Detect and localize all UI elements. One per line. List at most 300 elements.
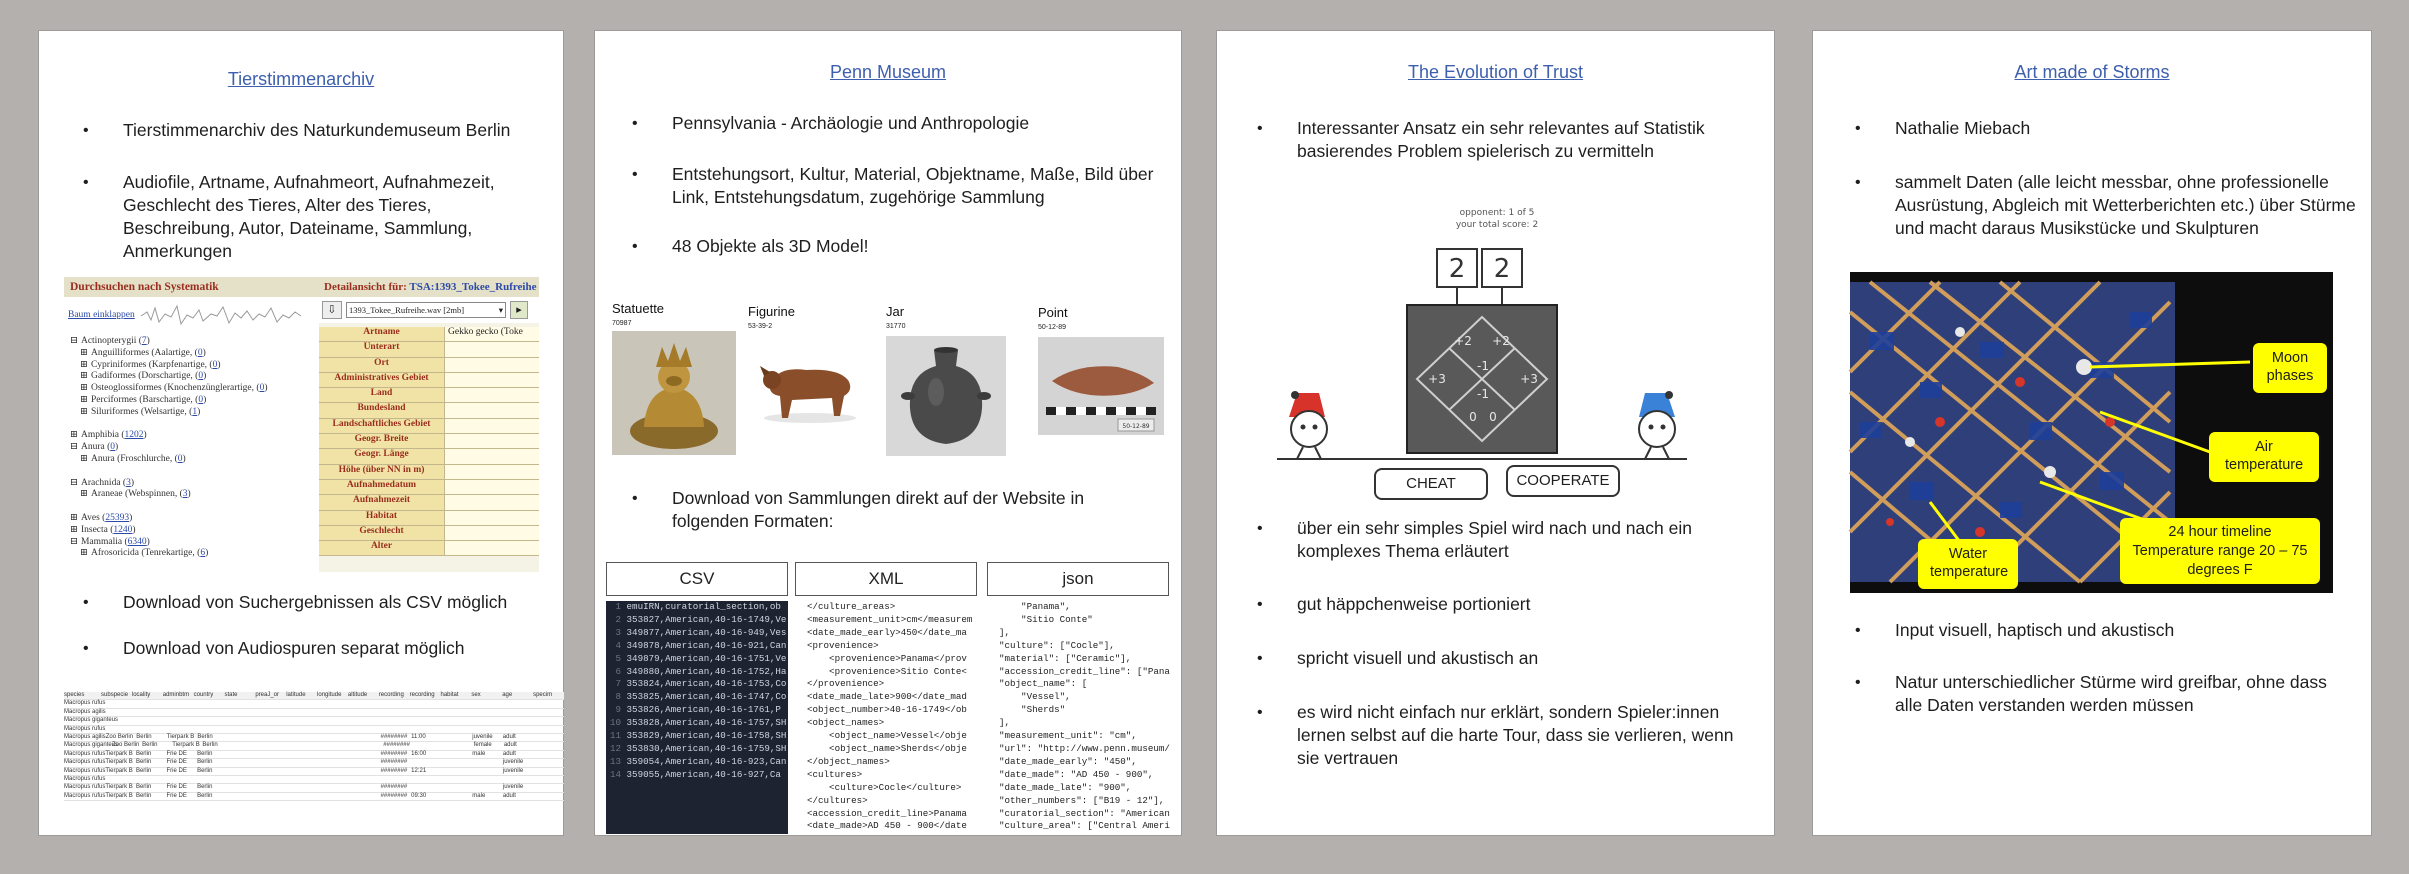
paren: (	[192, 394, 199, 405]
tree-toggle-icon[interactable]: ⊞	[80, 394, 88, 405]
paren: )	[264, 383, 268, 394]
bullet-dot-icon: •	[1257, 120, 1263, 137]
detail-field-value	[445, 526, 539, 540]
code-line	[606, 691, 788, 704]
spreadsheet-cell	[112, 717, 142, 724]
tree-node	[70, 500, 322, 512]
spreadsheet-cell	[533, 700, 564, 707]
file-select[interactable]	[346, 302, 506, 318]
spreadsheet-cell	[319, 759, 350, 766]
spreadsheet-cell: juvenile	[472, 733, 493, 740]
code-line	[987, 769, 1169, 782]
tree-node-count[interactable]: 3	[126, 477, 131, 488]
paren: )	[217, 359, 221, 370]
file-select-value: 1393_Tokee_Rufreihe.wav [2mb]	[349, 305, 465, 315]
file-toolbar	[319, 297, 539, 323]
spreadsheet-cell	[319, 776, 350, 783]
bullet-text: Input visuell, haptisch und akustisch	[1895, 620, 2175, 640]
bullet-text: über ein sehr simples Spiel wird nach und nach ein komplexes Thema erläutert	[1297, 518, 1692, 561]
spreadsheet-cell: Berlin	[197, 750, 213, 757]
point-image	[1038, 337, 1164, 435]
bullet-dot-icon: •	[1855, 120, 1861, 137]
slide-title[interactable]: Penn Museum	[829, 62, 947, 82]
bullet-dot-icon: •	[83, 174, 89, 191]
spreadsheet-cell	[442, 734, 473, 741]
spreadsheet-cell	[233, 717, 263, 724]
spreadsheet-cell: Zoo Berlin	[112, 742, 140, 749]
matrix-cell: +2	[1492, 334, 1510, 348]
cheat-button[interactable]: CHEAT	[1374, 468, 1488, 500]
detail-field-row	[319, 388, 539, 403]
spreadsheet-cell	[533, 751, 564, 758]
paren: )	[187, 489, 191, 500]
code-text: "accession_credit_line": ["Pana	[999, 665, 1170, 677]
callout-timeline: 24 hour timeline Temperature range 20 – 75 degrees F	[2120, 518, 2320, 584]
spreadsheet-cell: Frie DE	[166, 759, 187, 766]
spreadsheet-cell	[504, 717, 534, 724]
detail-field-label: Landschaftliches Gebiet	[319, 419, 445, 433]
paren: (	[207, 359, 213, 370]
spreadsheet-cell: Macropus giganteus	[64, 717, 119, 724]
tree-toggle-icon[interactable]: ⊞	[70, 524, 78, 535]
tree-node-label: Gadiformes (Dorschartige,	[90, 371, 193, 382]
paren: (	[194, 548, 201, 559]
tree-node-label: Insecta	[80, 524, 108, 535]
matrix-cell: -1	[1477, 387, 1489, 401]
detail-field-label: Geogr. Breite	[319, 434, 445, 448]
code-line	[795, 627, 977, 640]
code-text: "measurement_unit": "cm",	[999, 730, 1137, 742]
play-icon[interactable]: ▸	[510, 301, 528, 319]
paren: (	[192, 347, 198, 358]
bullet-text: Pennsylvania - Archäologie und Anthropologie	[672, 113, 1030, 133]
spreadsheet-cell: Zoo Berlin	[105, 733, 134, 740]
slide-title[interactable]: Tierstimmenarchiv	[227, 69, 375, 89]
tree-node-count[interactable]: 3	[182, 489, 188, 500]
tree-node-count[interactable]: 0	[177, 453, 183, 464]
bullet-text: sammelt Daten (alle leicht messbar, ohne professionelle Ausrüstung, Abgleich mit Wetterberichten etc.) über Stürme und macht daraus Musikstücke und Skulpturen	[1895, 172, 2356, 238]
code-line	[795, 678, 977, 691]
spreadsheet-cell: ########	[380, 750, 408, 757]
bullet-text: Entstehungsort, Kultur, Material, Objektname, Maße, Bild über Link, Entstehungsdatum, zugehörige Sammlung	[672, 164, 1154, 207]
paren: )	[146, 536, 150, 547]
xml-preview	[795, 601, 977, 834]
spreadsheet-cell	[228, 734, 259, 741]
spreadsheet-cell: Macropus rufus	[64, 700, 106, 707]
spreadsheet-cell	[350, 734, 381, 741]
bullet-text: Download von Suchergebnissen als CSV möglich	[123, 592, 508, 612]
spreadsheet-cell	[442, 793, 473, 800]
spreadsheet-cell	[533, 734, 564, 741]
code-text: <date_made_early>450</date_ma	[807, 626, 967, 638]
code-text: 359054,American,40-16-923,Can	[626, 755, 787, 767]
detail-field-value	[445, 388, 539, 402]
code-line	[606, 601, 788, 614]
code-line	[606, 666, 788, 679]
code-text: "date_made_late": "900",	[999, 781, 1132, 793]
spreadsheet-cell	[319, 793, 350, 800]
detail-field-value	[445, 403, 539, 417]
spreadsheet-row	[64, 793, 564, 801]
code-text: <date_made_late>900</date_mad	[807, 691, 967, 703]
code-text: </object_names>	[807, 755, 890, 767]
tree-node-count[interactable]: 0	[198, 371, 204, 382]
tree-node-label: Afrosoricida (Tenrekartige,	[90, 548, 195, 559]
spreadsheet-cell	[533, 759, 564, 766]
spreadsheet-cell: Berlin	[197, 767, 213, 774]
bullet-text: Audiofile, Artname, Aufnahmeort, Aufnahmezeit, Geschlecht des Tieres, Alter des Tieres, Beschreibung, Autor, Dateiname, Sammlung, Anmerkungen	[123, 172, 495, 261]
tree-node[interactable]	[70, 453, 322, 465]
spreadsheet-cell	[350, 759, 381, 766]
download-icon[interactable]: ⇩	[322, 301, 342, 319]
tree-toggle-icon[interactable]: ⊞	[80, 359, 88, 370]
code-line	[606, 769, 788, 782]
spreadsheet-cell	[258, 751, 289, 758]
bullet-dot-icon: •	[1257, 650, 1263, 667]
code-line	[987, 691, 1169, 704]
detail-field-row	[319, 327, 539, 342]
systematik-header: Durchsuchen nach Systematik	[64, 277, 328, 297]
code-line	[795, 614, 977, 627]
tree-node-count[interactable]: 0	[198, 394, 204, 405]
tree-node[interactable]	[70, 512, 322, 524]
spreadsheet-cell	[411, 759, 442, 766]
tree-node-count[interactable]: 1	[192, 406, 198, 417]
code-text: <object_name>Vessel</obje	[807, 730, 967, 742]
tree-toggle-icon[interactable]: ⊞	[80, 489, 88, 500]
code-line	[606, 756, 788, 769]
tree-node[interactable]	[70, 335, 322, 347]
object-label: Statuette	[612, 301, 665, 316]
tree-node-count[interactable]: 25393	[105, 512, 130, 523]
code-text: "Sherds"	[999, 704, 1066, 716]
tree-node[interactable]	[70, 370, 322, 382]
tree-node-label: Cypriniformes (Karpfenartige,	[90, 359, 208, 370]
tree-node-label: Araneae (Webspinnen,	[90, 489, 178, 500]
code-line	[987, 640, 1169, 653]
tree-node[interactable]	[70, 359, 322, 371]
tree-toggle-icon[interactable]: ⊟	[70, 442, 78, 453]
spreadsheet-cell: 09:30	[411, 792, 427, 799]
spreadsheet-cell	[353, 742, 383, 749]
spreadsheet-cell	[533, 776, 564, 783]
spreadsheet-cell: Berlin	[197, 759, 213, 766]
spreadsheet-cell	[258, 726, 289, 733]
spreadsheet-cell	[533, 768, 564, 775]
spreadsheet-cell	[442, 751, 473, 758]
line-number: 2	[610, 613, 627, 625]
bullet-text: gut häppchenweise portioniert	[1297, 594, 1531, 614]
code-line	[606, 730, 788, 743]
spreadsheet-cell: Frie DE	[166, 792, 187, 799]
code-text: 353829,American,40-16-1758,SH	[626, 730, 787, 742]
chevron-down-icon: ▾	[498, 305, 503, 315]
tree-node-label: Anura (Froschlurche,	[90, 453, 173, 464]
spreadsheet-cell: ########	[383, 742, 410, 749]
detail-field-value	[445, 358, 539, 372]
tree-node[interactable]	[70, 394, 322, 406]
tree-node[interactable]	[70, 406, 322, 418]
bullet-text: Interessanter Ansatz ein sehr relevantes auf Statistik basierendes Problem spielerisch zu vermitteln	[1297, 118, 1705, 161]
red-hat-character-icon	[1289, 391, 1327, 459]
paren: (	[177, 489, 183, 500]
spreadsheet-cell	[258, 784, 289, 791]
object-point[interactable]	[1038, 305, 1164, 435]
spreadsheet-cell	[533, 793, 564, 800]
spreadsheet-cell: Berlin	[136, 733, 152, 740]
object-statuette[interactable]	[612, 301, 736, 455]
spreadsheet-cell	[350, 726, 381, 733]
spreadsheet-cell	[350, 700, 381, 707]
spreadsheet-cell	[444, 717, 474, 724]
code-text: 353827,American,40-16-1749,Ve	[626, 613, 787, 625]
systematik-panel	[64, 277, 328, 572]
bullet-text: Nathalie Miebach	[1895, 118, 2031, 138]
slide-title[interactable]: Art made of Storms	[2014, 62, 2170, 82]
spreadsheet-cell	[442, 700, 473, 707]
paren: )	[129, 512, 133, 523]
paren: )	[203, 394, 207, 405]
spreadsheet-cell	[534, 717, 564, 724]
code-text: 359055,American,40-16-927,Ca	[626, 768, 781, 780]
spreadsheet-cell: male	[472, 750, 486, 757]
spreadsheet-cell	[350, 776, 381, 783]
code-line	[795, 808, 977, 821]
cooperate-button[interactable]: COOPERATE	[1506, 465, 1620, 497]
spreadsheet-cell	[350, 768, 381, 775]
tree-toggle-icon[interactable]: ⊟	[70, 477, 78, 488]
code-line	[795, 795, 977, 808]
tree-node[interactable]	[70, 536, 322, 548]
bullet-item	[1257, 593, 1757, 616]
tree-node[interactable]	[70, 429, 322, 441]
detail-field-label: Ort	[319, 358, 445, 372]
format-xml-button[interactable]: XML	[795, 562, 977, 596]
paren: )	[115, 442, 119, 453]
spreadsheet-cell	[136, 726, 167, 733]
tree-node-count[interactable]: 0	[110, 442, 116, 453]
detail-field-value	[445, 465, 539, 479]
code-text: 349880,American,40-16-1752,Ha	[626, 665, 787, 677]
spreadsheet-cell	[258, 700, 289, 707]
spreadsheet-cell	[442, 726, 473, 733]
format-json-button[interactable]: json	[987, 562, 1169, 596]
code-text: "culture_area": ["Central Ameri	[999, 820, 1170, 832]
tree-node	[70, 418, 322, 430]
spreadsheet-cell: juvenile	[502, 784, 524, 791]
object-jar[interactable]	[886, 304, 1006, 456]
line-number: 10	[610, 717, 627, 729]
tree-node-count[interactable]: 0	[212, 359, 218, 370]
spreadsheet-cell: Berlin	[135, 767, 152, 774]
bullet-dot-icon: •	[1257, 520, 1263, 537]
detail-field-label: Geschlecht	[319, 526, 445, 540]
spreadsheet-preview	[64, 692, 564, 802]
line-number: 6	[610, 665, 627, 677]
spreadsheet-cell: Frie DE	[166, 750, 187, 757]
spreadsheet-cell: Tierpark B	[105, 759, 133, 766]
spreadsheet-cell	[381, 776, 412, 783]
spreadsheet-cell: preaJ_or	[255, 692, 280, 698]
code-text: 353824,American,40-16-1753,Co	[626, 678, 787, 690]
code-line	[795, 640, 977, 653]
tree-node-label: Actinopterygii	[80, 336, 137, 346]
point-tag: 50-12-89	[1122, 423, 1150, 430]
code-text: 353825,American,40-16-1747,Co	[626, 691, 787, 703]
spreadsheet-cell	[320, 734, 351, 741]
spreadsheet-cell	[289, 726, 320, 733]
bullet-dot-icon: •	[1257, 596, 1263, 613]
tree-node-label: Amphibia	[80, 430, 119, 441]
spreadsheet-cell: latitude	[286, 692, 306, 698]
spreadsheet-cell	[319, 700, 350, 707]
tree-node[interactable]	[70, 547, 322, 559]
bullet-dot-icon: •	[632, 166, 638, 183]
code-line	[795, 653, 977, 666]
spreadsheet-cell	[197, 776, 228, 783]
tree-toggle-icon[interactable]: ⊞	[80, 406, 88, 417]
spreadsheet-cell	[411, 726, 442, 733]
detail-field-row	[319, 541, 539, 556]
spreadsheet-cell	[233, 742, 263, 749]
tree-toggle-icon[interactable]: ⊞	[70, 430, 78, 441]
spreadsheet-cell: subspecie	[101, 692, 129, 698]
spreadsheet-cell: Berlin	[135, 750, 152, 757]
object-number: 53-39-2	[748, 323, 773, 330]
paren: )	[132, 524, 136, 535]
paren: (	[122, 536, 128, 547]
tree-toggle-icon[interactable]: ⊞	[80, 383, 88, 394]
paren: )	[197, 406, 201, 417]
tree-node-count[interactable]: 0	[197, 347, 203, 358]
baum-link[interactable]: Baum einklappen	[68, 310, 135, 320]
opponent-counter: opponent: 1 of 5	[1459, 208, 1535, 218]
detail-field-row	[319, 403, 539, 418]
detail-field-label: Administratives Gebiet	[319, 373, 445, 387]
tree-node-count[interactable]: 0	[259, 383, 265, 394]
code-text: <provenience>Panama</prov	[807, 652, 967, 664]
spreadsheet-cell: juvenile	[502, 759, 524, 766]
tree-node[interactable]	[70, 488, 322, 500]
tree-toggle-icon[interactable]: ⊞	[80, 548, 88, 559]
code-text: "material": ["Ceramic"],	[999, 652, 1132, 664]
tree-toggle-icon[interactable]: ⊞	[80, 347, 88, 358]
spreadsheet-row	[64, 751, 564, 759]
code-text: "Panama",	[999, 601, 1071, 612]
callout-water-temperature: Water temperature	[1918, 539, 2018, 589]
spreadsheet-row	[64, 759, 564, 767]
spreadsheet-cell	[411, 776, 442, 783]
code-line	[987, 756, 1169, 769]
tree-toggle-icon[interactable]: ⊞	[80, 453, 88, 464]
detail-field-label: Aufnahmezeit	[319, 495, 445, 509]
paren: )	[130, 477, 135, 488]
tree-node[interactable]	[70, 524, 322, 536]
tree-node-count[interactable]: 1240	[113, 524, 133, 535]
spreadsheet-cell	[105, 726, 136, 733]
tree-toggle-icon[interactable]: ⊟	[70, 536, 78, 547]
spreadsheet-cell	[503, 709, 534, 716]
slide-title[interactable]: The Evolution of Trust	[1407, 62, 1584, 82]
line-number: 12	[610, 742, 627, 754]
spreadsheet-cell	[263, 717, 293, 724]
tree-toggle-icon[interactable]: ⊟	[70, 336, 78, 346]
spreadsheet-cell	[472, 784, 503, 791]
tree-node-count[interactable]: 6340	[127, 536, 147, 547]
code-text: 349877,American,40-16-949,Ves	[626, 626, 787, 638]
bullet-dot-icon: •	[83, 640, 89, 657]
code-line	[606, 627, 788, 640]
code-line	[987, 743, 1169, 756]
paren: )	[202, 347, 206, 358]
spreadsheet-cell: adminbtm	[162, 692, 190, 698]
detail-field-value	[445, 511, 539, 525]
tree-node[interactable]	[70, 477, 322, 489]
tree-node[interactable]	[70, 382, 322, 394]
tree-node[interactable]	[70, 347, 322, 359]
spreadsheet-row	[64, 726, 564, 734]
line-number: 14	[610, 768, 627, 780]
bullet-text: spricht visuell und akustisch an	[1297, 648, 1539, 668]
spreadsheet-cell	[167, 700, 198, 707]
spreadsheet-row	[64, 742, 564, 750]
code-line	[987, 666, 1169, 679]
matrix-cell: 0	[1489, 410, 1497, 424]
tree-node-count[interactable]: 6	[200, 548, 206, 559]
format-csv-button[interactable]: CSV	[606, 562, 788, 596]
baum-row	[64, 297, 328, 333]
detail-field-row	[319, 449, 539, 464]
code-text: ],	[999, 717, 1011, 729]
code-line	[606, 653, 788, 666]
code-line	[795, 601, 977, 614]
tree-toggle-icon[interactable]: ⊞	[70, 512, 78, 523]
tree-node-label: Aves	[80, 512, 100, 523]
spreadsheet-cell	[289, 776, 320, 783]
matrix-cell: -1	[1477, 359, 1489, 373]
spreadsheet-row	[64, 709, 564, 717]
spreadsheet-cell	[383, 717, 413, 724]
jar-image	[886, 336, 1006, 456]
taxonomy-tree	[64, 333, 328, 561]
tree-node-count[interactable]: 7	[141, 336, 147, 346]
code-text: <culture>Cocle</culture>	[807, 781, 962, 793]
detail-field-value	[445, 434, 539, 448]
spreadsheet-cell: Berlin	[197, 733, 213, 740]
detail-panel	[319, 277, 539, 572]
tree-toggle-icon[interactable]: ⊞	[80, 371, 88, 382]
spreadsheet-cell	[320, 709, 351, 716]
spreadsheet-cell	[167, 726, 198, 733]
spreadsheet-cell: ########	[380, 784, 408, 791]
object-figurine[interactable]	[748, 304, 872, 436]
paren: (	[99, 512, 106, 523]
spreadsheet-cell: juvenile	[502, 767, 524, 774]
tree-node-label: Siluriformes (Welsartige,	[90, 406, 187, 417]
spreadsheet-cell: Tierpark B	[105, 767, 133, 774]
bullet-dot-icon: •	[83, 122, 89, 139]
tree-node[interactable]	[70, 441, 322, 453]
spreadsheet-cell	[503, 700, 534, 707]
code-text: emuIRN,curatorial_section,ob	[626, 601, 781, 612]
spreadsheet-cell: locality	[131, 692, 151, 698]
bullet-dot-icon: •	[632, 490, 638, 507]
tree-node-count[interactable]: 1202	[124, 430, 144, 441]
code-text: "Sitio Conte"	[999, 613, 1093, 625]
spreadsheet-cell	[472, 776, 503, 783]
detail-field-label: Alter	[319, 541, 445, 555]
paren: (	[107, 524, 114, 535]
